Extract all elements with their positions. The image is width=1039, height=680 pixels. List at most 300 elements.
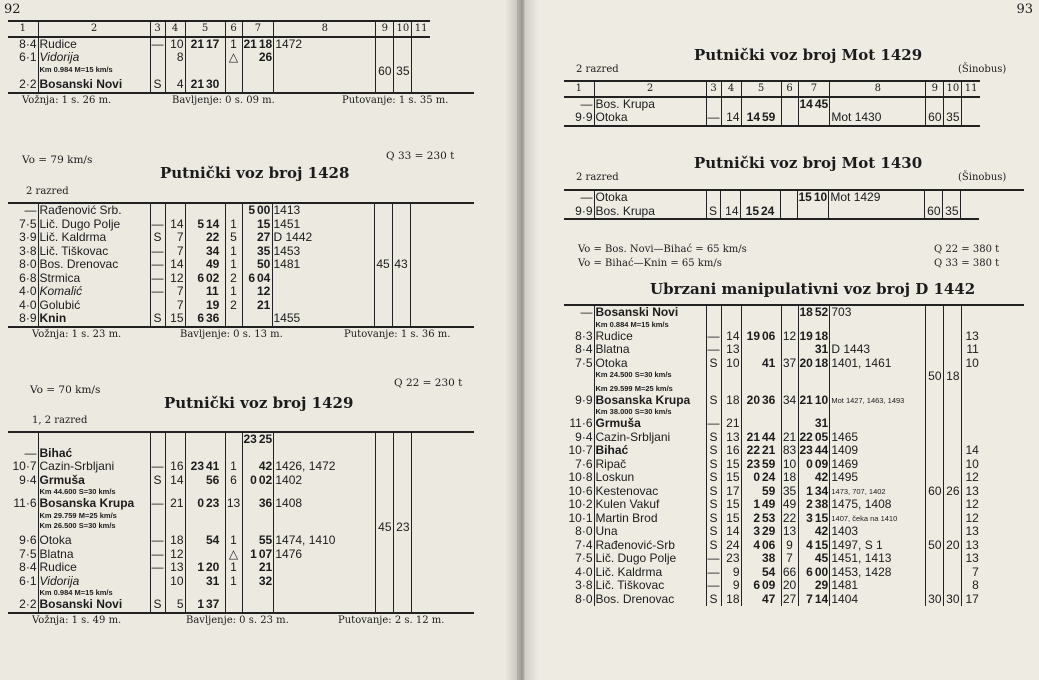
- cell-g: 31: [814, 417, 829, 430]
- cell-b: [721, 320, 741, 330]
- cell-c9: [374, 218, 392, 232]
- cell-h: [829, 205, 925, 220]
- cell-c10: [944, 320, 962, 330]
- cell-d: [205, 588, 225, 598]
- cell-g: [814, 111, 830, 126]
- cell-h: [274, 521, 376, 535]
- cell-f: [242, 258, 256, 272]
- cell-d: 53: [762, 511, 776, 525]
- cell-f: [242, 561, 258, 575]
- cell-b: 18: [721, 593, 741, 607]
- cell-f: [797, 205, 813, 220]
- travel-time: Vožnja: 1 s. 26 m.: [22, 94, 112, 106]
- cell-c11: [410, 231, 428, 245]
- cell-g: 02: [258, 473, 273, 487]
- page-number-right: 93: [1016, 2, 1033, 17]
- cell-c10: [392, 299, 410, 313]
- cell-h: 1404: [830, 593, 926, 607]
- cell-c10: [394, 534, 412, 548]
- cell-km: 8·0: [575, 525, 593, 538]
- cell-f: 1: [242, 548, 258, 562]
- cell-st: Km 29.599 M=25 km/s: [594, 384, 706, 394]
- cell-e: [225, 511, 242, 521]
- cell-c11: [412, 534, 430, 548]
- cell-km: 7·4: [575, 538, 593, 552]
- cell-c: [741, 485, 761, 499]
- cell-f: [798, 417, 814, 431]
- cell-e: 20: [782, 579, 797, 592]
- cell-c9: 45: [376, 521, 394, 535]
- cell-b: 14: [165, 258, 185, 272]
- table-row: [564, 566, 980, 580]
- cell-a: —: [707, 111, 720, 124]
- cell-h: [274, 78, 376, 92]
- table-row: [8, 65, 430, 79]
- cell-km: [564, 370, 594, 384]
- cell-c9: [926, 384, 944, 394]
- table-row: [564, 407, 980, 417]
- col-header: 9: [926, 81, 944, 97]
- cell-c: [185, 521, 205, 535]
- cell-km: 6·1: [19, 51, 37, 64]
- cell-c: [185, 511, 205, 521]
- cell-f: [798, 343, 814, 357]
- cell-h: 1495: [830, 471, 926, 485]
- cell-f: 3: [798, 512, 814, 526]
- cell-c10: [392, 218, 410, 232]
- page-number-left: 92: [4, 2, 21, 17]
- cell-g: 42: [258, 460, 273, 473]
- cell-c9: [376, 433, 394, 447]
- cell-c: [185, 433, 205, 447]
- cell-a: —: [707, 579, 720, 592]
- cell-km: 10·2: [568, 498, 593, 511]
- cell-f: [798, 111, 814, 126]
- cell-c9: [926, 471, 944, 485]
- cell-c10: [394, 598, 412, 612]
- cell-e: 1: [225, 37, 242, 52]
- cell-f: [242, 447, 258, 461]
- cell-g: 09: [814, 457, 829, 471]
- cell-a: [706, 191, 720, 205]
- cell-h: [274, 598, 376, 612]
- cell-g: [814, 407, 830, 417]
- cell-c: [741, 320, 761, 330]
- table-row: [8, 588, 430, 598]
- cell-f: [798, 525, 814, 539]
- cell-km: 4·0: [19, 285, 37, 298]
- col-header: 1: [8, 21, 38, 37]
- table-row: [8, 312, 428, 326]
- cell-c: 19: [741, 330, 761, 344]
- cell-h: [274, 51, 376, 65]
- table-row: [8, 447, 430, 461]
- cell-b: 15: [721, 512, 741, 526]
- cell-b: [165, 487, 185, 497]
- cell-h: [274, 575, 376, 589]
- cell-st: Km 0.984 M=15 km/s: [38, 588, 150, 598]
- cell-e: 7: [781, 552, 798, 566]
- cell-f: [798, 384, 814, 394]
- cell-g: 15: [814, 511, 829, 525]
- cell-c: 1: [741, 498, 761, 512]
- cell-c9: [926, 343, 944, 357]
- cell-st: Komalić: [38, 285, 150, 299]
- table-row: [8, 51, 430, 65]
- cell-h: 1451: [272, 218, 374, 232]
- cell-a: —: [707, 343, 720, 356]
- cell-c10: [392, 245, 410, 259]
- cell-e: △: [225, 548, 242, 562]
- cell-e: 1: [225, 534, 242, 548]
- cell-d: 59: [762, 484, 776, 498]
- cell-b: 12: [165, 548, 185, 562]
- cell-f: [798, 407, 814, 417]
- cell-h: 1474, 1410: [274, 534, 376, 548]
- cell-b: 15: [165, 312, 185, 326]
- cell-e: 1: [225, 258, 242, 272]
- cell-h: 1402: [274, 474, 376, 488]
- cell-h: 1453: [272, 245, 374, 259]
- cell-c: 5: [185, 218, 205, 232]
- table-row: [8, 474, 430, 488]
- cell-a: S: [706, 593, 721, 607]
- cell-c: 6: [741, 579, 761, 593]
- cell-c9: [376, 78, 394, 92]
- cell-c9: 45: [374, 258, 392, 272]
- cell-d: [761, 407, 781, 417]
- cell-c10: 20: [944, 539, 962, 553]
- cell-st: Knin: [38, 312, 150, 326]
- cell-c10: [944, 384, 962, 394]
- cell-st: Bosanski Novi: [594, 306, 706, 320]
- cell-km: 10·7: [12, 460, 37, 473]
- cell-c11: [412, 561, 430, 575]
- cell-b: 24: [721, 539, 741, 553]
- cell-c9: [926, 552, 944, 566]
- cell-f: [242, 218, 256, 232]
- cell-km: [8, 588, 38, 598]
- table-row: [8, 534, 430, 548]
- cell-c11: 13: [962, 330, 980, 344]
- cell-b: 4: [165, 78, 185, 92]
- cell-km: [8, 65, 38, 79]
- cell-c: [741, 357, 761, 371]
- col-header: 5: [741, 81, 781, 97]
- cell-h: [274, 433, 376, 447]
- cell-a: [150, 65, 165, 79]
- cell-st: Cazin-Srbljani: [38, 460, 150, 474]
- cell-c11: 11: [962, 343, 980, 357]
- cell-f: 15: [798, 191, 812, 204]
- cell-st: Km 0.984 M=15 km/s: [38, 65, 150, 79]
- cell-f: [242, 588, 258, 598]
- col-header: 8: [830, 81, 926, 97]
- col-header: 1: [564, 81, 594, 97]
- cell-d: 49: [206, 258, 220, 271]
- cell-c11: 10: [962, 458, 980, 472]
- cell-f: 23: [243, 433, 257, 446]
- cell-a: [706, 320, 721, 330]
- cell-c: [185, 447, 205, 461]
- cell-e: [225, 598, 242, 612]
- cell-c11: 13: [962, 485, 980, 499]
- cell-d: 49: [762, 498, 776, 511]
- cell-km: 11·6: [569, 417, 593, 430]
- cell-c9: 60: [926, 111, 944, 126]
- cell-c: 14: [741, 111, 761, 126]
- cell-g: [258, 65, 274, 79]
- col-header: 11: [962, 81, 980, 97]
- table-row: [564, 343, 980, 357]
- cell-c10: [392, 285, 410, 299]
- cell-b: 17: [721, 485, 741, 499]
- cell-c11: [410, 258, 428, 272]
- cell-c11: 14: [962, 444, 980, 458]
- cell-km: 9·4: [19, 473, 37, 487]
- cell-d: 22: [206, 231, 220, 244]
- cell-c9: [926, 431, 944, 445]
- cell-a: —: [707, 565, 720, 579]
- cell-c10: [394, 37, 412, 52]
- cell-d: [205, 548, 225, 562]
- cell-a: —: [151, 258, 164, 271]
- table-row: [564, 394, 980, 408]
- cell-e: 13: [782, 525, 797, 538]
- cell-h: [272, 285, 374, 299]
- cell-km: —: [580, 96, 593, 111]
- cell-st: Rudice: [594, 330, 706, 344]
- cell-d: [205, 204, 225, 218]
- cell-c11: [410, 299, 428, 313]
- cell-e: 66: [782, 565, 797, 579]
- cell-g: 45: [814, 96, 829, 111]
- cell-b: [165, 447, 185, 461]
- cell-c10: [394, 474, 412, 488]
- cell-e: 1: [225, 245, 242, 259]
- table-row: [8, 575, 430, 589]
- cell-km: 4·0: [575, 565, 593, 579]
- cell-h: 1407, čeka na 1410: [830, 512, 926, 526]
- cell-a: —: [151, 271, 164, 285]
- cell-km: 3·8: [19, 244, 37, 258]
- cell-c10: [944, 566, 962, 580]
- train-title-1428: Putnički voz broj 1428: [160, 164, 350, 182]
- cell-g: 10: [813, 191, 828, 204]
- table-row: [564, 370, 980, 384]
- cell-g: 50: [257, 258, 271, 271]
- cell-g: 26: [258, 51, 273, 64]
- cell-c: [185, 487, 205, 497]
- cell-c: [185, 299, 205, 313]
- cell-c9: [926, 498, 944, 512]
- cell-g: 52: [814, 306, 829, 319]
- cell-h: [272, 299, 374, 313]
- cell-e: [781, 97, 798, 112]
- cell-b: 16: [721, 444, 741, 458]
- cell-a: [150, 204, 165, 218]
- cell-e: [225, 487, 242, 497]
- timetable-1429: [8, 433, 430, 612]
- timetable-section-b: [8, 202, 474, 342]
- table-row: [8, 433, 430, 447]
- cell-c9: [926, 525, 944, 539]
- table-row: [564, 205, 979, 220]
- col-header: 3: [150, 21, 165, 37]
- cell-c9: [926, 444, 944, 458]
- right-page: [522, 0, 1039, 680]
- dwell-time: Bavljenje: 0 s. 09 m.: [172, 94, 275, 106]
- cell-a: S: [150, 312, 165, 326]
- cell-c11: 8: [962, 579, 980, 593]
- cell-d: 17: [206, 36, 220, 51]
- cell-c11: [412, 521, 430, 535]
- cell-c9: [374, 312, 392, 326]
- cell-g: 25: [258, 433, 273, 446]
- cell-f: [242, 487, 258, 497]
- cell-g: 29: [814, 579, 829, 592]
- cell-e: 1: [225, 561, 242, 575]
- table-row: [8, 561, 430, 575]
- train-title-mot-1430: Putnički voz broj Mot 1430: [694, 154, 923, 172]
- cell-b: 10: [165, 575, 185, 589]
- cell-h: [274, 65, 376, 79]
- cell-st: Bos. Drenovac: [594, 593, 706, 607]
- cell-c: [741, 370, 761, 384]
- cell-b: 5: [165, 598, 185, 612]
- table-row: [8, 511, 430, 521]
- cell-h: [830, 320, 926, 330]
- cell-b: [721, 306, 741, 320]
- cell-d: [761, 370, 781, 384]
- cell-b: [165, 433, 185, 447]
- cell-c: [741, 407, 761, 417]
- cell-st: Km 24.500 S=30 km/s: [594, 370, 706, 384]
- table-row: [564, 498, 980, 512]
- cell-h: [830, 384, 926, 394]
- cell-c11: 13: [962, 525, 980, 539]
- cell-b: 7: [165, 299, 185, 313]
- cell-c11: 10: [962, 357, 980, 371]
- train-title-d-1442: Ubrzani manipulativni voz broj D 1442: [650, 280, 976, 298]
- train-title-mot-1429: Putnički voz broj Mot 1429: [694, 46, 923, 64]
- cell-km: [564, 407, 594, 417]
- cell-c11: [412, 487, 430, 497]
- cell-c9: [376, 588, 394, 598]
- cell-g: 05: [814, 430, 829, 444]
- cell-c9: [376, 548, 394, 562]
- cell-h: [830, 330, 926, 344]
- cell-c: [185, 548, 205, 562]
- cell-a: [150, 433, 165, 447]
- table-row: [8, 245, 428, 259]
- cell-h: 1472: [274, 37, 376, 52]
- cell-st: Cazin-Srbljani: [594, 431, 706, 445]
- cell-c11: [410, 285, 428, 299]
- cell-h: D 1443: [830, 343, 926, 357]
- cell-a: S: [706, 485, 721, 499]
- table-row: [8, 548, 430, 562]
- cell-c9: [376, 561, 394, 575]
- cell-a: S: [150, 474, 165, 488]
- cell-st: Strmica: [38, 272, 150, 286]
- cell-e: 1: [225, 460, 242, 474]
- cell-a: S: [706, 458, 721, 472]
- cell-g: 12: [257, 285, 271, 298]
- cell-g: 14: [814, 592, 829, 606]
- cell-e: 12: [782, 329, 797, 343]
- cell-c9: [374, 285, 392, 299]
- cell-b: 10: [165, 37, 185, 52]
- cell-b: 14: [721, 330, 741, 344]
- cell-c11: [412, 460, 430, 474]
- cell-c10: [394, 511, 412, 521]
- cell-d: [761, 417, 781, 431]
- cell-h: 1469: [830, 458, 926, 472]
- cell-f: 0: [798, 458, 814, 472]
- cell-g: [258, 447, 274, 461]
- cell-h: Mot 1430: [830, 111, 926, 126]
- cell-km: 9·9: [575, 204, 593, 218]
- cell-a: —: [151, 561, 164, 574]
- cell-c10: [944, 306, 962, 320]
- cell-e: [225, 65, 242, 79]
- column-header-row: [8, 21, 430, 37]
- cell-c11: [412, 575, 430, 589]
- cell-d: 06: [762, 538, 776, 552]
- cell-st: Ripač: [594, 458, 706, 472]
- cell-g: 07: [258, 547, 273, 561]
- cell-g: 34: [814, 484, 829, 498]
- timetable-mot-1429: [564, 80, 980, 127]
- cell-g: 21: [258, 561, 273, 574]
- col-header: 8: [274, 21, 376, 37]
- cell-d: 38: [762, 552, 776, 565]
- cell-g: 15: [257, 217, 271, 231]
- cell-g: 27: [257, 231, 271, 244]
- cell-d: 59: [762, 111, 776, 124]
- speed-note: Vo = 79 km/s: [22, 154, 93, 166]
- cell-st: Kestenovac: [594, 485, 706, 499]
- cell-c9: 60: [925, 205, 943, 220]
- cell-c9: [926, 417, 944, 431]
- cell-km: 6·1: [19, 574, 37, 588]
- cell-g: 36: [258, 497, 273, 510]
- cell-g: 42: [814, 471, 829, 484]
- cell-f: [798, 471, 814, 485]
- cell-c9: [925, 191, 943, 205]
- cell-d: 41: [206, 460, 220, 473]
- cell-b: 9: [721, 579, 741, 593]
- cell-g: 35: [257, 244, 271, 258]
- cell-e: [781, 370, 798, 384]
- cell-c9: [376, 598, 394, 612]
- cell-c11: [962, 320, 980, 330]
- cell-a: S: [706, 205, 720, 220]
- cell-c9: [376, 51, 394, 65]
- cell-b: 7: [165, 231, 185, 245]
- cell-e: [781, 407, 798, 417]
- cell-f: 0: [242, 474, 258, 488]
- load-note: Q 33 = 230 t: [386, 150, 455, 162]
- table-row: [8, 204, 428, 218]
- cell-c11: [962, 384, 980, 394]
- cell-km: [8, 511, 38, 521]
- cell-d: 06: [762, 329, 776, 343]
- cell-c9: [376, 534, 394, 548]
- table-row: [564, 458, 980, 472]
- cell-c9: [376, 447, 394, 461]
